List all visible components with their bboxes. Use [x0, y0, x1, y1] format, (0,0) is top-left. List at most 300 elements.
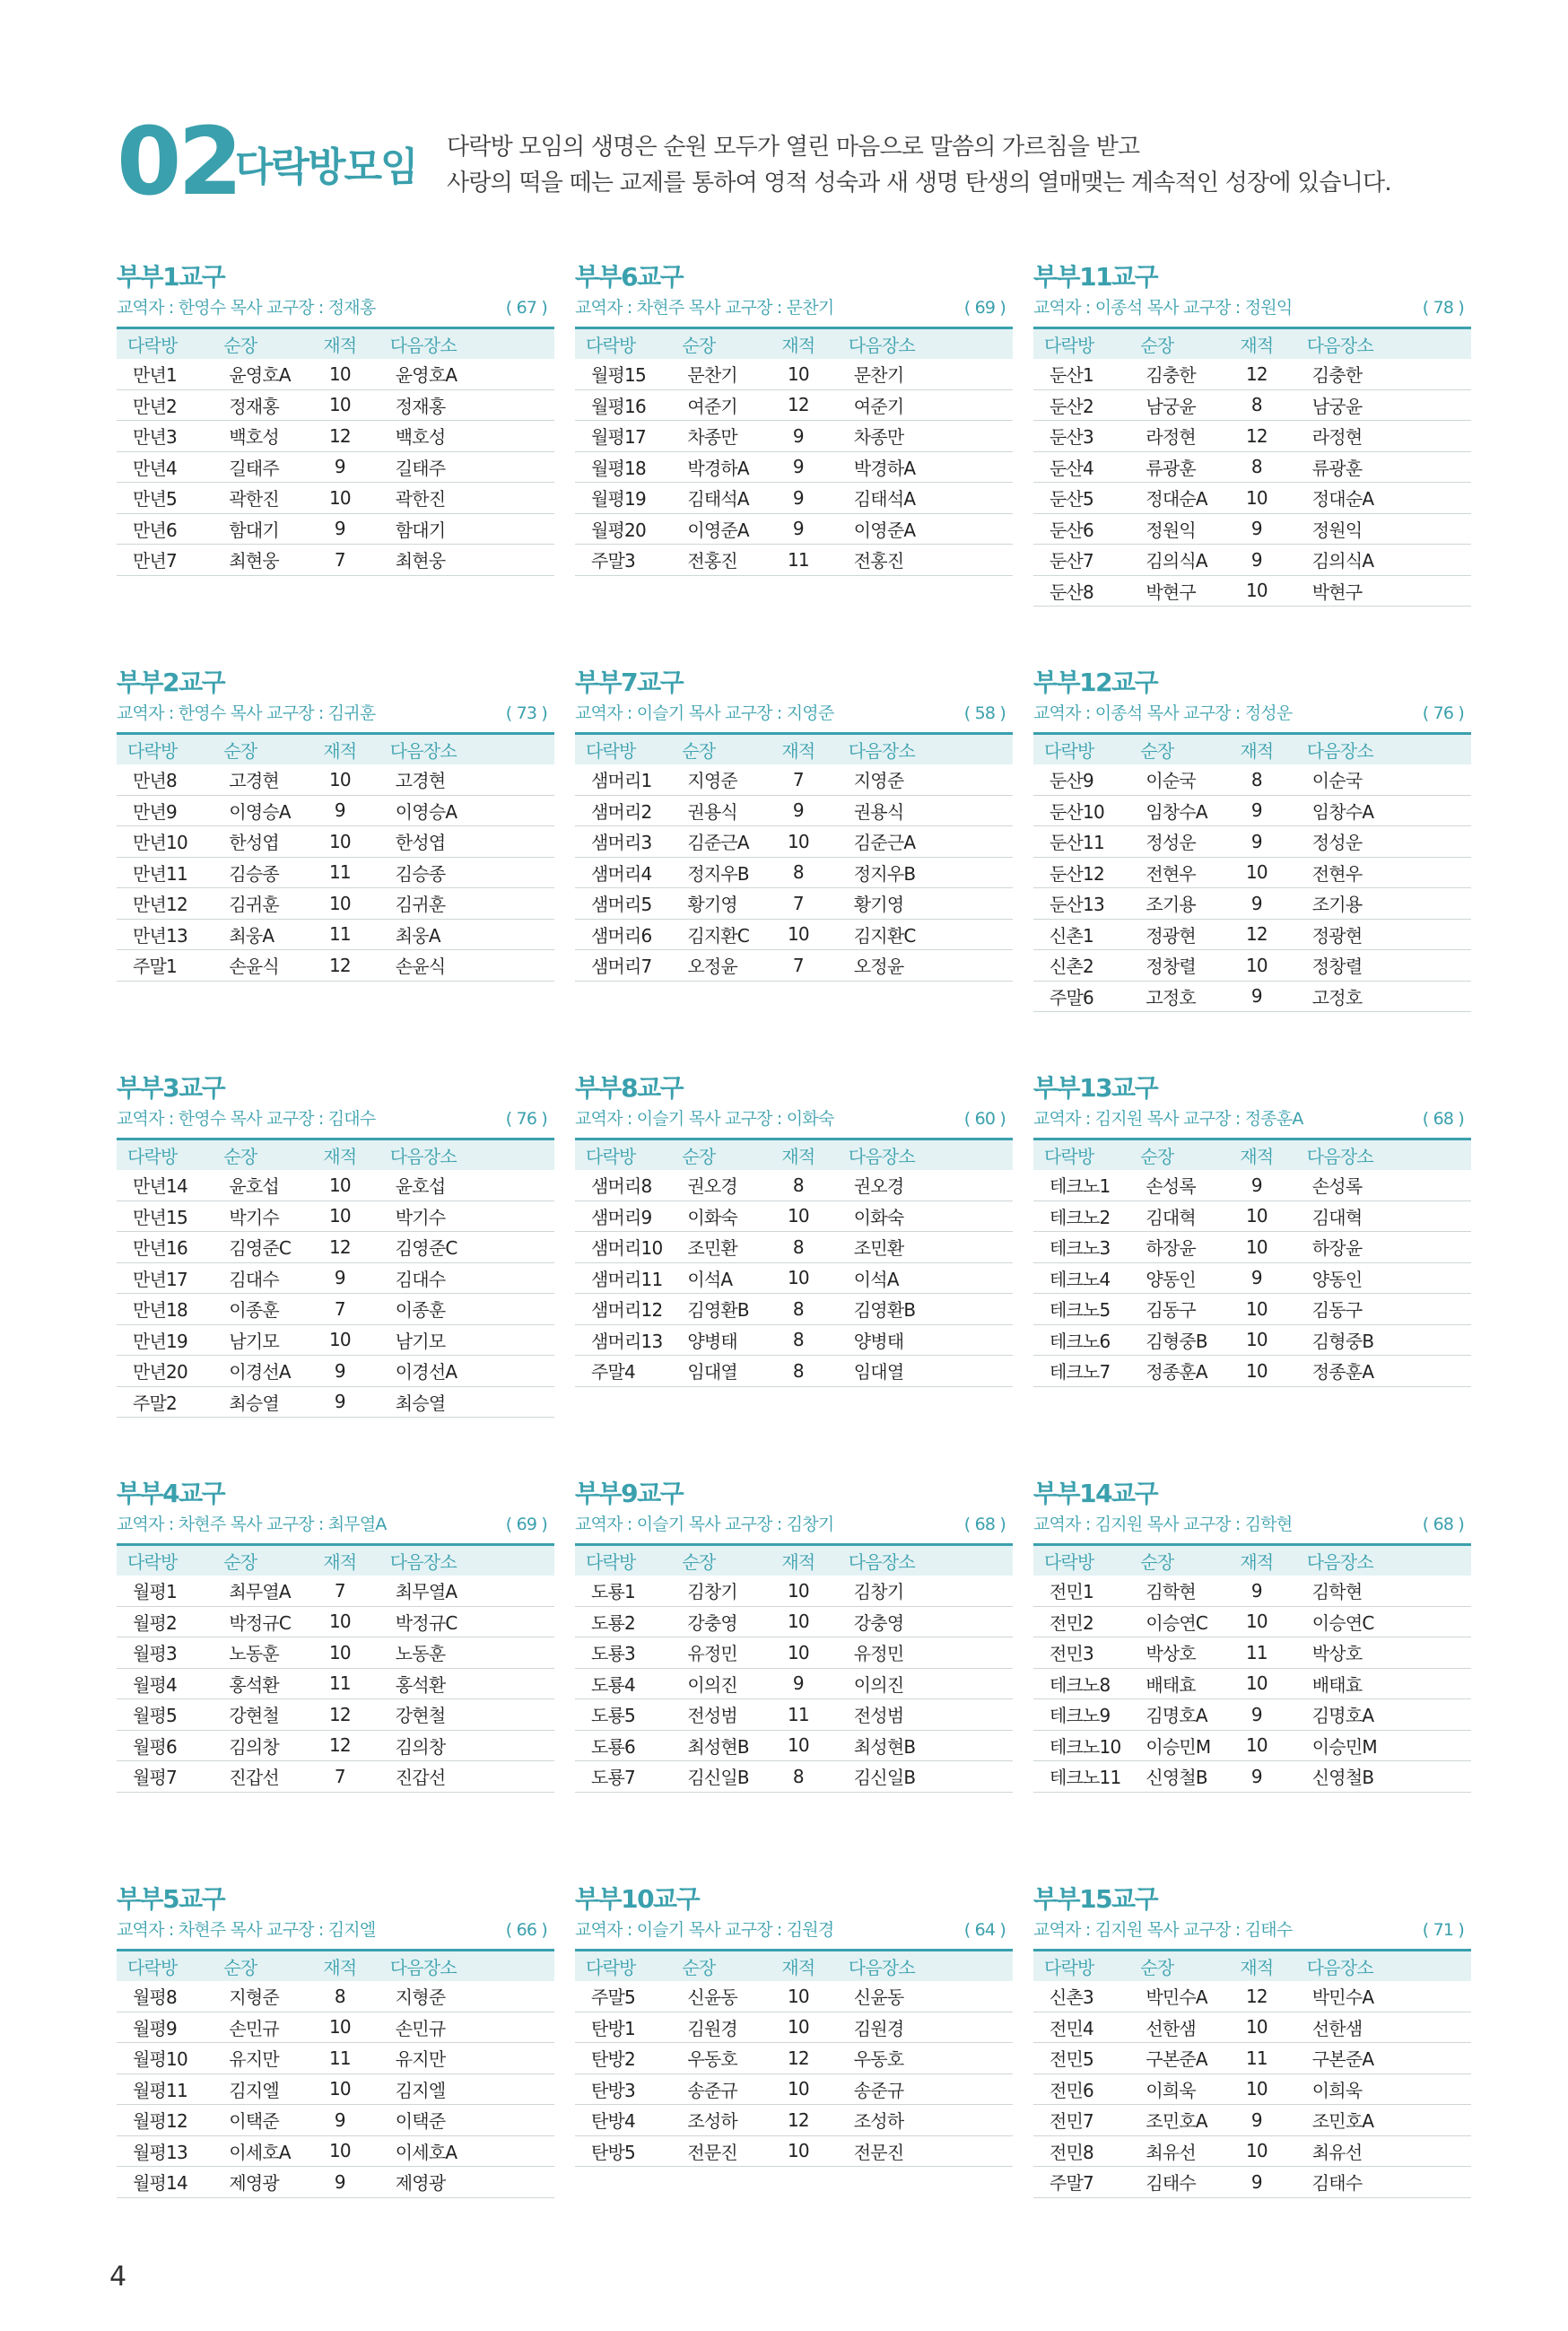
table-row — [575, 795, 1013, 826]
column-header: 다음장소 — [848, 740, 915, 762]
column-header: 재적 — [323, 1146, 357, 1167]
leader-cell: 정광현 — [1129, 919, 1217, 950]
next-place-cell: 김창기 — [838, 1576, 1013, 1606]
column-header: 재적 — [323, 740, 357, 762]
district-title: 부부7교구 — [575, 668, 684, 697]
room-cell: 만년19 — [117, 1324, 213, 1356]
next-place-cell: 김대수 — [379, 1262, 554, 1294]
table-row — [1033, 1232, 1471, 1263]
district-title: 부부5교구 — [117, 1884, 225, 1914]
table-row — [1033, 950, 1471, 982]
room-cell: 테크노9 — [1033, 1699, 1129, 1731]
leader-label: 교구장 : 김원경 — [725, 1920, 834, 1940]
room-cell: 만년15 — [117, 1200, 213, 1232]
leader-cell: 김태석A — [671, 483, 759, 514]
room-cell: 둔산7 — [1033, 545, 1129, 576]
next-place-cell: 권용식 — [838, 795, 1013, 826]
table-row — [1033, 1170, 1471, 1200]
leader-cell: 남기모 — [213, 1324, 301, 1356]
table-row — [575, 857, 1013, 888]
table-row — [575, 1668, 1013, 1699]
room-cell: 만년4 — [117, 451, 213, 483]
next-place-cell: 김영환B — [838, 1294, 1013, 1325]
district-title: 부부14교구 — [1033, 1479, 1158, 1508]
section-number: 02 — [117, 107, 240, 216]
table-row — [117, 1761, 554, 1793]
enrolled-cell: 10 — [759, 1200, 838, 1232]
next-place-cell: 구본준A — [1296, 2043, 1471, 2074]
next-place-cell: 고경현 — [379, 764, 554, 795]
table-row — [117, 1386, 554, 1418]
enrolled-cell: 11 — [301, 2043, 379, 2074]
table-row — [1033, 1356, 1471, 1387]
table-row — [575, 1981, 1013, 2012]
enrolled-cell: 8 — [759, 1294, 838, 1325]
enrolled-cell: 12 — [759, 2043, 838, 2074]
room-cell: 만년10 — [117, 826, 213, 858]
room-cell: 월평8 — [117, 1981, 213, 2012]
next-place-cell: 이택준 — [379, 2105, 554, 2136]
table-row — [1033, 545, 1471, 576]
pastor-label: 교역자 : 차현주 목사 — [117, 1920, 262, 1940]
table-header-row — [575, 1139, 1013, 1171]
room-cell: 주말4 — [575, 1356, 671, 1387]
enrolled-cell: 9 — [759, 483, 838, 514]
district-meta — [1033, 1104, 1471, 1134]
leader-cell: 권오경 — [671, 1170, 759, 1200]
next-place-cell: 강충영 — [838, 1606, 1013, 1637]
enrolled-cell: 10 — [1217, 1730, 1296, 1761]
member-count: ( 69 ) — [963, 298, 1006, 318]
table-row — [117, 1637, 554, 1669]
leader-label: 교구장 : 정성운 — [1183, 703, 1293, 723]
next-place-cell: 김대혁 — [1296, 1200, 1471, 1232]
enrolled-cell: 9 — [301, 451, 379, 483]
leader-cell: 한성엽 — [213, 826, 301, 858]
district-title: 부부2교구 — [117, 668, 225, 697]
leader-cell: 김형중B — [1129, 1324, 1217, 1356]
next-place-cell: 배태효 — [1296, 1668, 1471, 1699]
room-cell: 월평19 — [575, 483, 671, 514]
enrolled-cell: 10 — [1217, 1356, 1296, 1387]
leader-cell: 손윤식 — [213, 950, 301, 982]
next-place-cell: 김태석A — [838, 483, 1013, 514]
room-cell: 샘머리3 — [575, 826, 671, 858]
district-block — [575, 1073, 1013, 1479]
room-cell: 만년2 — [117, 389, 213, 421]
district-block — [1033, 668, 1471, 1073]
leader-label: 교구장 : 지영준 — [725, 703, 834, 723]
enrolled-cell: 11 — [301, 857, 379, 888]
table-row — [575, 2012, 1013, 2043]
next-place-cell: 김충한 — [1296, 359, 1471, 389]
enrolled-cell: 9 — [301, 1356, 379, 1387]
enrolled-cell: 7 — [301, 545, 379, 576]
enrolled-cell: 10 — [1217, 1294, 1296, 1325]
leader-cell: 김대수 — [213, 1262, 301, 1294]
leader-cell: 김신일B — [671, 1761, 759, 1793]
district-table — [1033, 1138, 1471, 1387]
enrolled-cell: 9 — [301, 2167, 379, 2198]
district-block — [1033, 1073, 1471, 1479]
district-meta — [1033, 1915, 1471, 1945]
table-row — [575, 950, 1013, 982]
next-place-cell: 손민규 — [379, 2012, 554, 2043]
leader-cell: 김창기 — [671, 1576, 759, 1606]
district-table — [117, 1543, 554, 1793]
next-place-cell: 진갑선 — [379, 1761, 554, 1793]
room-cell: 전민3 — [1033, 1637, 1129, 1669]
next-place-cell: 여준기 — [838, 389, 1013, 421]
room-cell: 테크노1 — [1033, 1170, 1129, 1200]
district-meta — [1033, 292, 1471, 323]
table-row — [117, 389, 554, 421]
column-header: 다락방 — [127, 1551, 178, 1573]
room-cell: 샘머리6 — [575, 919, 671, 950]
next-place-cell: 이석A — [838, 1262, 1013, 1294]
room-cell: 도룡1 — [575, 1576, 671, 1606]
enrolled-cell: 12 — [301, 1730, 379, 1761]
column-header: 순장 — [682, 1957, 716, 1978]
table-row — [575, 1294, 1013, 1325]
table-row — [117, 2073, 554, 2105]
member-count: ( 58 ) — [963, 703, 1006, 723]
next-place-cell: 최웅A — [379, 919, 554, 950]
next-place-cell: 정성운 — [1296, 826, 1471, 858]
leader-cell: 전성범 — [671, 1699, 759, 1731]
table-row — [1033, 421, 1471, 452]
enrolled-cell: 10 — [759, 1576, 838, 1606]
leader-cell: 신윤동 — [671, 1981, 759, 2012]
next-place-cell: 고정호 — [1296, 981, 1471, 1012]
district-table — [1033, 732, 1471, 1012]
table-row — [117, 1262, 554, 1294]
enrolled-cell: 12 — [1217, 359, 1296, 389]
enrolled-cell: 8 — [759, 1170, 838, 1200]
district-title: 부부8교구 — [575, 1073, 684, 1103]
column-header: 다음장소 — [848, 1551, 915, 1573]
next-place-cell: 신영철B — [1296, 1761, 1471, 1793]
table-row — [575, 919, 1013, 950]
enrolled-cell: 10 — [1217, 2073, 1296, 2105]
next-place-cell: 전문진 — [838, 2135, 1013, 2167]
room-cell: 샘머리2 — [575, 795, 671, 826]
next-place-cell: 김의창 — [379, 1730, 554, 1761]
table-row — [575, 764, 1013, 795]
pastor-label: 교역자 : 이슬기 목사 — [575, 1109, 720, 1129]
table-row — [1033, 2012, 1471, 2043]
next-place-cell: 류광훈 — [1296, 451, 1471, 483]
next-place-cell: 유지만 — [379, 2043, 554, 2074]
leader-cell: 김학현 — [1129, 1576, 1217, 1606]
leader-cell: 차종만 — [671, 421, 759, 452]
room-cell: 전민5 — [1033, 2043, 1129, 2074]
column-header: 다락방 — [586, 1957, 636, 1978]
next-place-cell: 지형준 — [379, 1981, 554, 2012]
table-row — [117, 1356, 554, 1387]
leader-cell: 이택준 — [213, 2105, 301, 2136]
pastor-label: 교역자 : 김지원 목사 — [1033, 1920, 1179, 1940]
next-place-cell: 박경하A — [838, 451, 1013, 483]
room-cell: 도룡7 — [575, 1761, 671, 1793]
enrolled-cell: 9 — [1217, 1262, 1296, 1294]
room-cell: 만년14 — [117, 1170, 213, 1200]
enrolled-cell: 10 — [301, 2073, 379, 2105]
table-row — [575, 1170, 1013, 1200]
room-cell: 신촌2 — [1033, 950, 1129, 982]
table-header-row — [1033, 1951, 1471, 1982]
column-header: 순장 — [1140, 1957, 1174, 1978]
enrolled-cell: 10 — [301, 826, 379, 858]
next-place-cell: 라정현 — [1296, 421, 1471, 452]
leader-label: 교구장 : 김학현 — [1183, 1515, 1293, 1534]
room-cell: 월평11 — [117, 2073, 213, 2105]
room-cell: 샘머리7 — [575, 950, 671, 982]
room-cell: 샘머리13 — [575, 1324, 671, 1356]
member-count: ( 71 ) — [1422, 1920, 1464, 1940]
leader-cell: 전홍진 — [671, 545, 759, 576]
next-place-cell: 김학현 — [1296, 1576, 1471, 1606]
table-row — [1033, 888, 1471, 920]
enrolled-cell: 9 — [301, 795, 379, 826]
enrolled-cell: 9 — [1217, 2167, 1296, 2198]
room-cell: 만년12 — [117, 888, 213, 920]
room-cell: 만년1 — [117, 359, 213, 389]
enrolled-cell: 11 — [301, 919, 379, 950]
room-cell: 만년9 — [117, 795, 213, 826]
room-cell: 샘머리9 — [575, 1200, 671, 1232]
district-block — [575, 1884, 1013, 2290]
enrolled-cell: 9 — [301, 1386, 379, 1418]
enrolled-cell: 9 — [1217, 981, 1296, 1012]
enrolled-cell: 10 — [1217, 1606, 1296, 1637]
leader-cell: 최무열A — [213, 1576, 301, 1606]
enrolled-cell: 9 — [1217, 795, 1296, 826]
district-table — [1033, 1543, 1471, 1793]
room-cell: 탄방4 — [575, 2105, 671, 2136]
pastor-label: 교역자 : 김지원 목사 — [1033, 1109, 1179, 1129]
leader-cell: 류광훈 — [1129, 451, 1217, 483]
room-cell: 월평20 — [575, 513, 671, 545]
table-row — [1033, 1981, 1471, 2012]
district-block — [1033, 1884, 1471, 2290]
table-row — [1033, 1324, 1471, 1356]
district-meta — [117, 698, 554, 729]
enrolled-cell: 8 — [759, 1232, 838, 1263]
table-header-row — [117, 1545, 554, 1576]
leader-cell: 문찬기 — [671, 359, 759, 389]
room-cell: 도룡4 — [575, 1668, 671, 1699]
enrolled-cell: 10 — [759, 1637, 838, 1669]
table-row — [117, 919, 554, 950]
enrolled-cell: 12 — [759, 389, 838, 421]
next-place-cell: 이경선A — [379, 1356, 554, 1387]
enrolled-cell: 10 — [301, 1637, 379, 1669]
table-row — [117, 1324, 554, 1356]
room-cell: 둔산12 — [1033, 857, 1129, 888]
enrolled-cell: 11 — [1217, 1637, 1296, 1669]
next-place-cell: 김동구 — [1296, 1294, 1471, 1325]
next-place-cell: 함대기 — [379, 513, 554, 545]
next-place-cell: 정광현 — [1296, 919, 1471, 950]
leader-cell: 지영준 — [671, 764, 759, 795]
column-header: 다락방 — [127, 1957, 178, 1978]
column-header: 재적 — [323, 1551, 357, 1573]
enrolled-cell: 7 — [301, 1576, 379, 1606]
next-place-cell: 김지엘 — [379, 2073, 554, 2105]
table-row — [575, 1730, 1013, 1761]
district-block — [117, 668, 554, 1073]
room-cell: 주말3 — [575, 545, 671, 576]
leader-cell: 이화숙 — [671, 1200, 759, 1232]
table-row — [1033, 1294, 1471, 1325]
room-cell: 둔산5 — [1033, 483, 1129, 514]
leader-cell: 손민규 — [213, 2012, 301, 2043]
room-cell: 월평13 — [117, 2135, 213, 2167]
column-header: 다음장소 — [389, 1957, 457, 1978]
table-row — [575, 483, 1013, 514]
leader-cell: 이영준A — [671, 513, 759, 545]
leader-cell: 박정규C — [213, 1606, 301, 1637]
pastor-label: 교역자 : 이슬기 목사 — [575, 1920, 720, 1940]
next-place-cell: 박민수A — [1296, 1981, 1471, 2012]
pastor-label: 교역자 : 한영수 목사 — [117, 1109, 262, 1129]
room-cell: 월평5 — [117, 1699, 213, 1731]
next-place-cell: 지영준 — [838, 764, 1013, 795]
next-place-cell: 김의식A — [1296, 545, 1471, 576]
column-header: 다음장소 — [389, 1551, 457, 1573]
column-header: 재적 — [1240, 335, 1274, 356]
room-cell: 만년3 — [117, 421, 213, 452]
table-row — [575, 359, 1013, 389]
next-place-cell: 이화숙 — [838, 1200, 1013, 1232]
next-place-cell: 이영승A — [379, 795, 554, 826]
district-meta — [575, 292, 1013, 323]
leader-cell: 조성하 — [671, 2105, 759, 2136]
room-cell: 둔산8 — [1033, 575, 1129, 607]
next-place-cell: 최무열A — [379, 1576, 554, 1606]
leader-cell: 윤호섭 — [213, 1170, 301, 1200]
next-place-cell: 황기영 — [838, 888, 1013, 920]
district-title: 부부12교구 — [1033, 668, 1158, 697]
leader-cell: 하장윤 — [1129, 1232, 1217, 1263]
column-header: 재적 — [1240, 1551, 1274, 1573]
column-header: 재적 — [1240, 740, 1274, 762]
table-row — [117, 2167, 554, 2198]
enrolled-cell: 9 — [759, 795, 838, 826]
next-place-cell: 김원경 — [838, 2012, 1013, 2043]
leader-cell: 양동인 — [1129, 1262, 1217, 1294]
enrolled-cell: 10 — [759, 826, 838, 858]
leader-cell: 함대기 — [213, 513, 301, 545]
table-row — [117, 2105, 554, 2136]
leader-cell: 정재홍 — [213, 389, 301, 421]
table-row — [1033, 1262, 1471, 1294]
room-cell: 만년16 — [117, 1232, 213, 1263]
description-line-1: 다락방 모임의 생명은 순원 모두가 열린 마음으로 말씀의 가르침을 받고 — [447, 134, 1140, 161]
leader-cell: 이경선A — [213, 1356, 301, 1387]
leader-cell: 정지우B — [671, 857, 759, 888]
next-place-cell: 정지우B — [838, 857, 1013, 888]
member-count: ( 67 ) — [505, 298, 547, 318]
table-header-row — [117, 328, 554, 360]
next-place-cell: 조성하 — [838, 2105, 1013, 2136]
leader-cell: 지형준 — [213, 1981, 301, 2012]
table-row — [1033, 513, 1471, 545]
column-header: 순장 — [1140, 1146, 1174, 1167]
leader-cell: 김의창 — [213, 1730, 301, 1761]
enrolled-cell: 10 — [759, 2135, 838, 2167]
next-place-cell: 유정민 — [838, 1637, 1013, 1669]
section-header — [117, 107, 1480, 216]
next-place-cell: 최승열 — [379, 1386, 554, 1418]
table-row — [1033, 2043, 1471, 2074]
leader-cell: 정성운 — [1129, 826, 1217, 858]
room-cell: 둔산3 — [1033, 421, 1129, 452]
pastor-label: 교역자 : 한영수 목사 — [117, 703, 262, 723]
leader-cell: 이희욱 — [1129, 2073, 1217, 2105]
district-title: 부부4교구 — [117, 1479, 225, 1508]
leader-cell: 정대순A — [1129, 483, 1217, 514]
leader-cell: 김영준C — [213, 1232, 301, 1263]
table-row — [1033, 575, 1471, 607]
district-table — [117, 1949, 554, 2198]
room-cell: 월평9 — [117, 2012, 213, 2043]
next-place-cell: 정원익 — [1296, 513, 1471, 545]
district-block — [1033, 1479, 1471, 1884]
next-place-cell: 윤영호A — [379, 359, 554, 389]
room-cell: 샘머리1 — [575, 764, 671, 795]
district-meta — [575, 1915, 1013, 1945]
district-title: 부부10교구 — [575, 1884, 700, 1914]
room-cell: 월평7 — [117, 1761, 213, 1793]
enrolled-cell: 10 — [301, 2012, 379, 2043]
enrolled-cell: 11 — [759, 1699, 838, 1731]
column-header: 다락방 — [1044, 1551, 1094, 1573]
pastor-label: 교역자 : 이종석 목사 — [1033, 703, 1179, 723]
room-cell: 둔산2 — [1033, 389, 1129, 421]
next-place-cell: 박상호 — [1296, 1637, 1471, 1669]
leader-cell: 김원경 — [671, 2012, 759, 2043]
room-cell: 둔산4 — [1033, 451, 1129, 483]
table-row — [575, 888, 1013, 920]
enrolled-cell: 10 — [301, 1324, 379, 1356]
leader-cell: 제영광 — [213, 2167, 301, 2198]
pastor-label: 교역자 : 한영수 목사 — [117, 298, 262, 318]
enrolled-cell: 10 — [301, 359, 379, 389]
leader-cell: 전현우 — [1129, 857, 1217, 888]
table-row — [575, 1761, 1013, 1793]
pastor-label: 교역자 : 이종석 목사 — [1033, 298, 1179, 318]
leader-cell: 진갑선 — [213, 1761, 301, 1793]
district-meta — [575, 1509, 1013, 1540]
next-place-cell: 최성현B — [838, 1730, 1013, 1761]
column-header: 다락방 — [586, 1146, 636, 1167]
room-cell: 전민8 — [1033, 2135, 1129, 2167]
next-place-cell: 이종훈 — [379, 1294, 554, 1325]
table-header-row — [575, 328, 1013, 360]
next-place-cell: 이승연C — [1296, 1606, 1471, 1637]
enrolled-cell: 10 — [1217, 1324, 1296, 1356]
enrolled-cell: 9 — [301, 513, 379, 545]
leader-cell: 고정호 — [1129, 981, 1217, 1012]
column-header: 순장 — [682, 1146, 716, 1167]
enrolled-cell: 8 — [1217, 451, 1296, 483]
room-cell: 샘머리12 — [575, 1294, 671, 1325]
next-place-cell: 송준규 — [838, 2073, 1013, 2105]
table-row — [1033, 1200, 1471, 1232]
room-cell: 월평16 — [575, 389, 671, 421]
